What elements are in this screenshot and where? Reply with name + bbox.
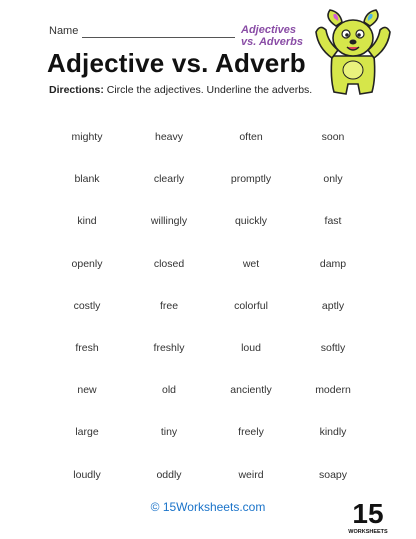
worksheet-subtitle: Adjectives vs. Adverbs — [241, 24, 303, 48]
word-row — [46, 200, 374, 242]
word-cell: free — [159, 299, 179, 312]
word-cell: modern — [315, 384, 351, 397]
word-row — [46, 243, 374, 285]
word-cell: loudly — [73, 468, 101, 481]
word-cell: old — [161, 384, 176, 397]
word-row — [46, 116, 374, 158]
word-cell: only — [323, 173, 343, 186]
logo-number: 15 — [352, 498, 384, 529]
word-cell: freely — [238, 426, 264, 439]
word-cell: colorful — [234, 299, 268, 312]
word-row — [46, 369, 374, 411]
directions-text: Circle the adjectives. Underline the adverbs. — [103, 84, 313, 96]
word-cell: damp — [319, 257, 347, 270]
word-cell: closed — [153, 257, 185, 270]
word-cell: freshly — [153, 342, 185, 355]
word-cell: new — [77, 384, 97, 397]
word-row — [46, 411, 374, 453]
word-cell: tiny — [160, 426, 178, 439]
directions — [49, 84, 312, 96]
word-cell: softly — [320, 342, 346, 355]
word-row — [46, 285, 374, 327]
word-cell: large — [75, 426, 99, 439]
word-cell: clearly — [153, 173, 185, 186]
name-label: Name — [49, 25, 79, 37]
word-cell: loud — [241, 342, 261, 355]
copyright-link[interactable]: © 15Worksheets.com — [150, 500, 266, 514]
page-title: Adjective vs. Adverb — [47, 48, 306, 78]
word-cell: kindly — [319, 426, 347, 439]
name-row — [49, 24, 309, 48]
word-cell: mighty — [71, 131, 103, 144]
15worksheets-logo-icon — [348, 496, 388, 536]
word-cell: fresh — [75, 342, 99, 355]
word-row — [46, 454, 374, 496]
word-cell: fast — [324, 215, 342, 228]
word-cell: blank — [74, 173, 100, 186]
word-grid — [46, 116, 374, 496]
word-cell: soon — [321, 131, 345, 144]
name-field-line[interactable] — [82, 37, 235, 38]
word-cell: soapy — [318, 468, 348, 481]
word-cell: aptly — [321, 299, 345, 312]
word-row — [46, 327, 374, 369]
word-row — [46, 158, 374, 200]
word-cell: heavy — [154, 131, 184, 144]
word-cell: anciently — [230, 384, 272, 397]
word-cell: willingly — [150, 215, 188, 228]
puppy-mascot-icon — [310, 8, 396, 100]
word-cell: openly — [71, 257, 103, 270]
word-cell: quickly — [234, 215, 268, 228]
word-cell: often — [239, 131, 263, 144]
logo-text: WORKSHEETS — [348, 529, 388, 535]
word-cell: promptly — [230, 173, 272, 186]
word-cell: weird — [238, 468, 264, 481]
word-cell: kind — [77, 215, 97, 228]
word-cell: costly — [73, 299, 101, 312]
word-cell: wet — [242, 257, 260, 270]
word-cell: oddly — [156, 468, 182, 481]
directions-label: Directions: — [49, 84, 104, 96]
